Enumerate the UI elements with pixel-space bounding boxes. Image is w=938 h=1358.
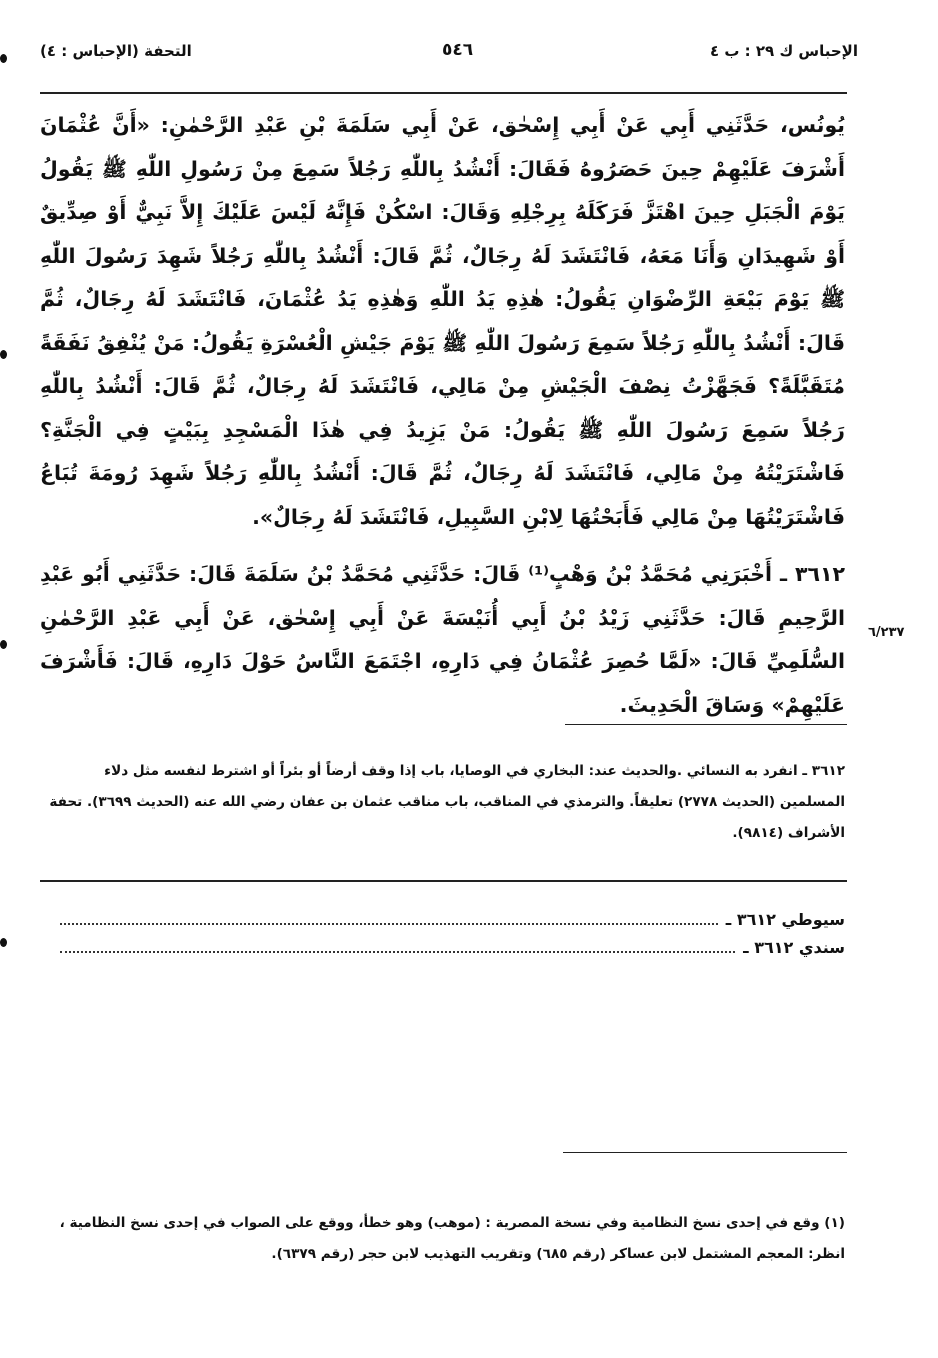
dotted-leader	[60, 941, 735, 953]
dotted-leader	[60, 913, 718, 925]
commentary-rule	[40, 880, 847, 882]
edge-mark	[0, 54, 7, 63]
margin-volume-page-note: ٦/٢٣٧	[868, 625, 905, 640]
edge-mark	[0, 350, 7, 359]
takhrij-note	[42, 756, 845, 849]
commentary-label: سندي ٣٦١٢ ـ	[743, 938, 845, 957]
commentary-label: سيوطي ٣٦١٢ ـ	[725, 910, 845, 929]
takhrij-separator	[565, 724, 847, 725]
footnote-separator	[563, 1152, 847, 1153]
running-header-reference: التحفة (الإحباس : ٤)	[40, 42, 192, 60]
running-header-chapter: الإحباس ك ٢٩ : ب ٤	[710, 42, 858, 60]
takhrij-text: ٣٦١٢ ـ انفرد به النسائي .والحديث عند: البخاري في الوصايا، باب إذا وقف أرضاً أو بئراً أو اشترط لنفسه مثل دلاء المسلمين (الحديث ٢٧٧٨) تعليقاً. والترمذي في المناقب، باب مناقب عثمان بن عفان رضي الله عنه (الحديث ٣٦٩٩). تحفة الأشراف (٩٨١٤).	[49, 763, 845, 841]
commentary-row-sindi	[60, 938, 845, 957]
footnote	[42, 1208, 845, 1270]
hadith-3612: ٣٦١٢ ـ أَخْبَرَنِي مُحَمَّدُ بْنُ وَهْبٍ⁽¹⁾ قَالَ: حَدَّثَنِي مُحَمَّدُ بْنُ سَلَمَةَ قَالَ: حَدَّثَنِي أَبُو عَبْدِ الرَّحِيمِ قَالَ: حَدَّثَنِي زَيْدُ بْنُ أَبِي أُنَيْسَةَ عَنْ أَبِي إِسْحٰق، عَنْ أَبِي عَبْدِ الرَّحْمٰنِ السُّلَمِيِّ قَالَ: «لَمَّا حُصِرَ عُثْمَانُ فِي دَارِهِ، اجْتَمَعَ النَّاسُ حَوْلَ دَارِهِ، قَالَ: فَأَشْرَفَ عَلَيْهِمْ» وَسَاقَ الْحَدِيثَ.	[40, 562, 846, 717]
commentary-row-suyuti	[60, 910, 845, 929]
header-rule	[40, 92, 847, 94]
edge-mark	[0, 938, 7, 947]
footnote-text: (١) وقع في إحدى نسخ النظامية وفي نسخة المصرية : (موهب) وهو خطأ، ووقع على الصواب في إحدى نسخ النظامية ، انظر: المعجم المشتمل لابن عساكر (رقم ٦٨٥) وتقريب التهذيب لابن حجر (رقم ٦٣٧٩).	[59, 1215, 845, 1262]
page-number: ٥٤٦	[442, 40, 474, 60]
main-text	[40, 104, 845, 727]
hadith-continuation: يُونُس، حَدَّثَنِي أَبِي عَنْ أَبِي إِسْحٰق، عَنْ أَبِي سَلَمَةَ بْنِ عَبْدِ الرَّحْمٰنِ: «أَنَّ عُثْمَانَ أَشْرَفَ عَلَيْهِمْ حِينَ حَصَرُوهُ فَقَالَ: أَنْشُدُ بِاللّٰهِ رَجُلاً سَمِعَ مِنْ رَسُولِ اللّٰهِ ﷺ يَقُولُ يَوْمَ الْجَبَلِ حِينَ اهْتَزَّ فَرَكَلَهُ بِرِجْلِهِ وَقَالَ: اسْكُنْ فَإِنَّهُ لَيْسَ عَلَيْكَ إِلاَّ نَبِيٌّ أَوْ صِدِّيقٌ أَوْ شَهِيدَانِ وَأَنَا مَعَهُ، فَانْتَشَدَ لَهُ رِجَالٌ، ثُمَّ قَالَ: أَنْشُدُ بِاللّٰهِ رَجُلاً شَهِدَ رَسُولَ اللّٰهِ ﷺ يَوْمَ بَيْعَةِ الرِّضْوَانِ يَقُولُ: هٰذِهِ يَدُ اللّٰهِ وَهٰذِهِ يَدُ عُثْمَانَ، فَانْتَشَدَ لَهُ رِجَالٌ، ثُمَّ قَالَ: أَنْشُدُ بِاللّٰهِ رَجُلاً سَمِعَ رَسُولَ اللّٰهِ ﷺ يَوْمَ جَيْشِ الْعُسْرَةِ يَقُولُ: مَنْ يُنْفِقُ نَفَقَةً مُتَقَبَّلَةً؟ فَجَهَّزْتُ نِصْفَ الْجَيْشِ مِنْ مَالِي، فَانْتَشَدَ لَهُ رِجَالٌ، ثُمَّ قَالَ: أَنْشُدُ بِاللّٰهِ رَجُلاً سَمِعَ رَسُولَ اللّٰهِ ﷺ يَقُولُ: مَنْ يَزِيدُ فِي هٰذَا الْمَسْجِدِ بِبَيْتٍ فِي الْجَنَّةِ؟ فَاشْتَرَيْتُهُ مِنْ مَالِي، فَانْتَشَدَ لَهُ رِجَالٌ، ثُمَّ قَالَ: أَنْشُدُ بِاللّٰهِ رَجُلاً شَهِدَ رُومَةَ تُبَاعُ فَاشْتَرَيْتُهَا مِنْ مَالِي فَأَبَحْتُهَا لِابْنِ السَّبِيلِ، فَانْتَشَدَ لَهُ رِجَالٌ».	[40, 113, 845, 529]
edge-mark	[0, 640, 7, 649]
